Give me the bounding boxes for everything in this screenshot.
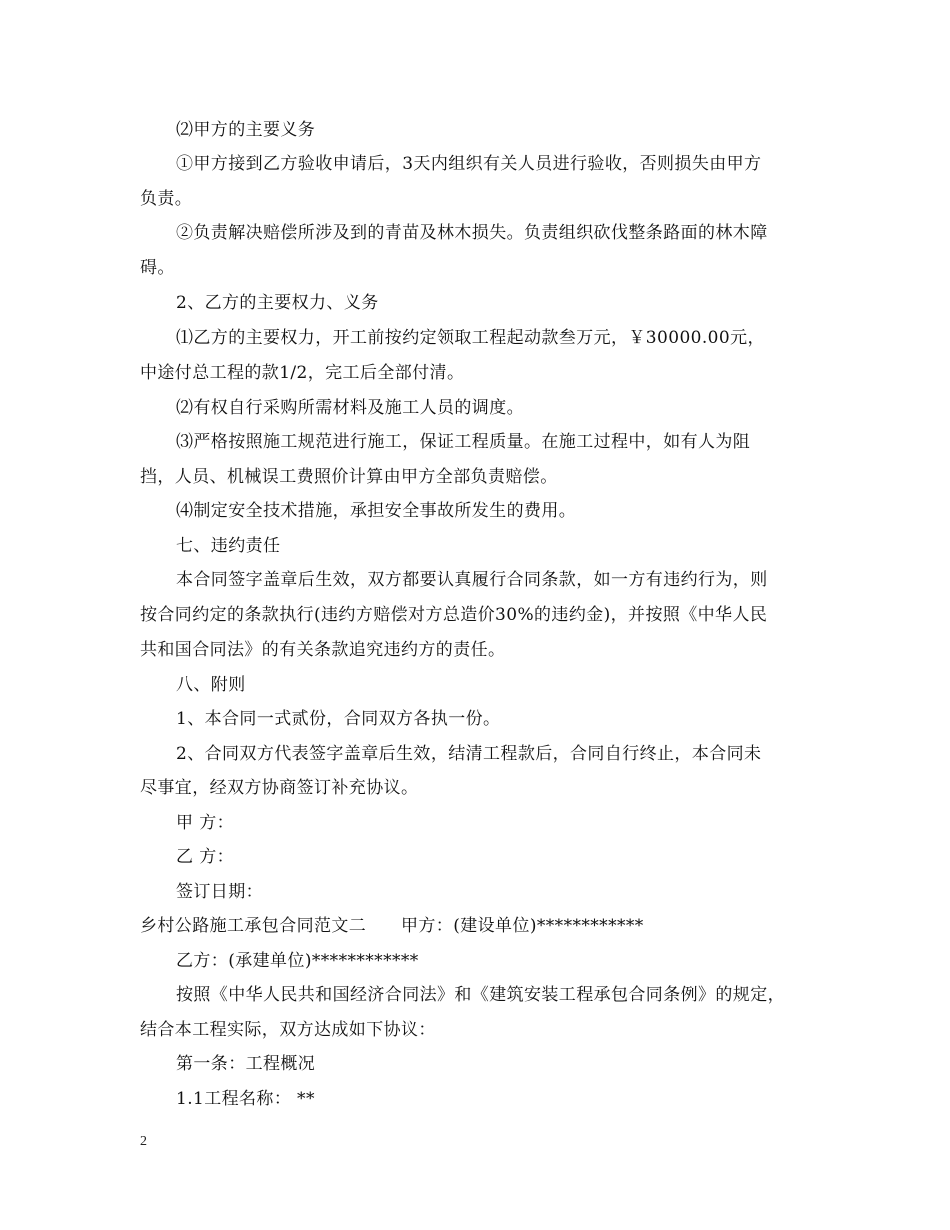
text-line: 结合本工程实际，双方达成如下协议： (140, 1020, 436, 1040)
text-line: ①甲方接到乙方验收申请后，3天内组织有关人员进行验收，否则损失由甲方 (176, 154, 762, 174)
text-line: 按合同约定的条款执行(违约方赔偿对方总造价30%的违约金)，并按照《中华人民 (140, 605, 768, 625)
text-line: 共和国合同法》的有关条款追究违约方的责任。 (140, 640, 506, 660)
text-line: ⑵有权自行采购所需材料及施工人员的调度。 (176, 398, 524, 418)
section-heading: 第一条：工程概况 (176, 1054, 316, 1074)
text-line: 2、乙方的主要权力、义务 (176, 293, 379, 313)
page-number: 2 (140, 1134, 147, 1149)
text-line: ⑵甲方的主要义务 (176, 120, 316, 140)
text-line: ⑴乙方的主要权力，开工前按约定领取工程起动款叁万元，￥30000.00元， (176, 328, 765, 348)
text-line: 尽事宜，经双方协商签订补充协议。 (140, 778, 419, 798)
text-line: 挡，人员、机械误工费照价计算由甲方全部负责赔偿。 (140, 467, 558, 487)
text-line: 中途付总工程的款1/2，完工后全部付清。 (140, 363, 465, 383)
text-line: 1、本合同一式贰份，合同双方各执一份。 (176, 709, 501, 729)
text-line: 1.1工程名称： ** (176, 1089, 315, 1109)
signature-party-a: 甲 方： (176, 813, 235, 833)
text-line: ⑷制定安全技术措施，承担安全事故所发生的费用。 (176, 501, 577, 521)
text-line: 本合同签字盖章后生效，双方都要认真履行合同条款，如一方有违约行为，则 (176, 570, 768, 590)
text-line: 碍。 (140, 258, 175, 278)
signature-party-b: 乙 方： (176, 847, 235, 867)
text-line: 乙方：(承建单位)************ (176, 951, 419, 971)
text-line: ②负责解决赔偿所涉及到的青苗及林木损失。负责组织砍伐整条路面的林木障 (176, 223, 768, 243)
text-line: ⑶严格按照施工规范进行施工，保证工程质量。在施工过程中，如有人为阻 (176, 432, 751, 452)
section-heading: 八、附则 (176, 675, 246, 695)
text-line: 按照《中华人民共和国经济合同法》和《建筑安装工程承包合同条例》的规定， (176, 985, 785, 1005)
signing-date: 签订日期： (176, 882, 263, 902)
text-line: 2、合同双方代表签字盖章后生效，结清工程款后，合同自行终止，本合同未 (176, 744, 762, 764)
section-heading: 七、违约责任 (176, 536, 281, 556)
text-line: 负责。 (140, 189, 193, 209)
text-line: 乡村公路施工承包合同范文二 甲方：(建设单位)************ (140, 916, 644, 936)
